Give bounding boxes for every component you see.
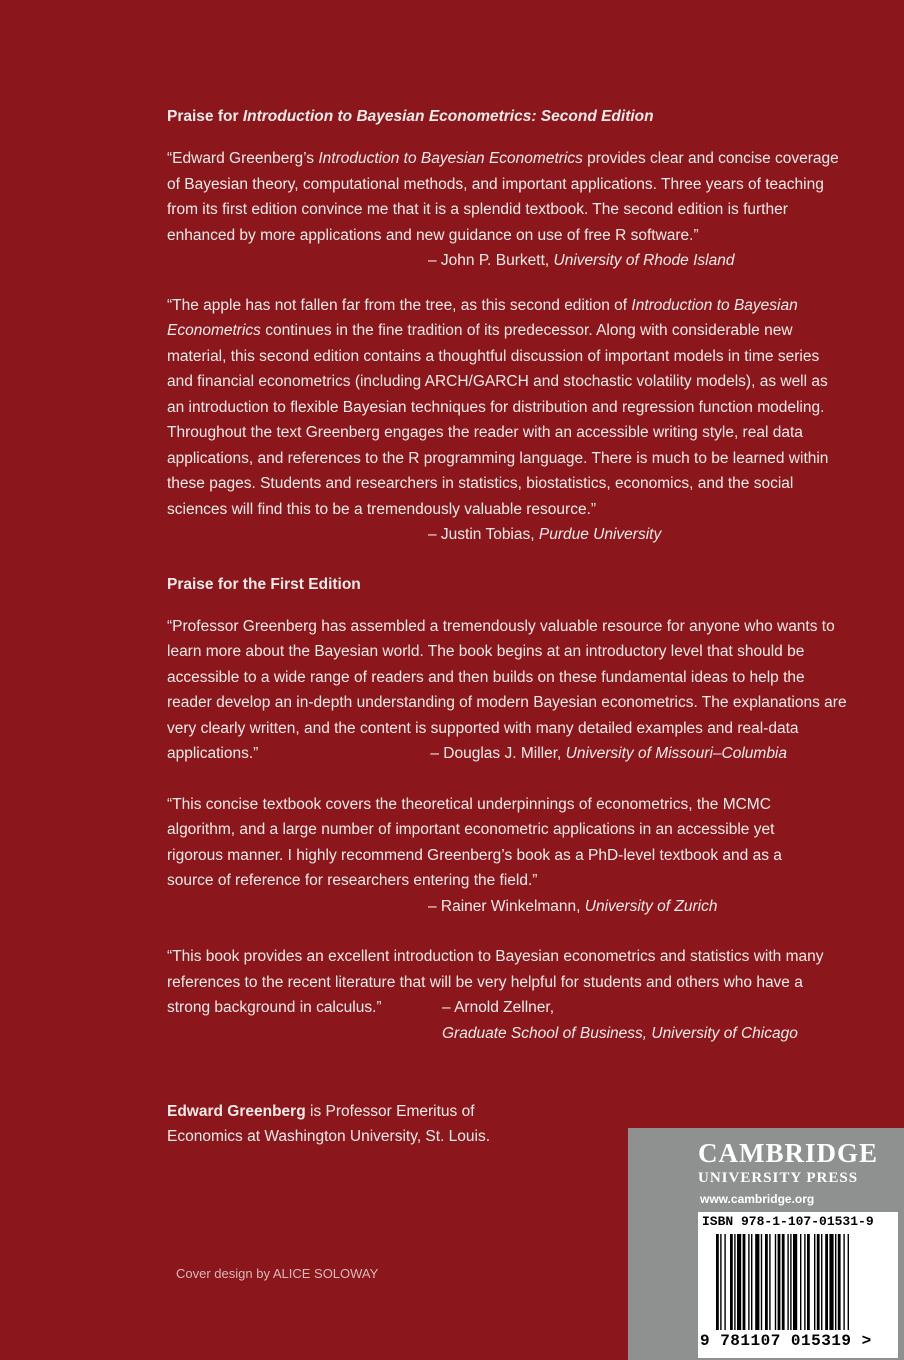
quote-attribution: – Rainer Winkelmann, University of Zurich: [428, 897, 718, 915]
quote-attribution: – Douglas J. Miller, University of Missouri–Columbia: [430, 745, 787, 762]
quote-winkelmann: [167, 792, 847, 920]
quote-tobias: [167, 293, 847, 548]
author-bio: Edward Greenberg is Professor Emeritus of Economics at Washington University, St. Louis.: [167, 1103, 491, 1145]
praise-content: [167, 104, 847, 1040]
section-heading-second-edition: Praise for Introduction to Bayesian Econometrics: Second Edition: [167, 108, 654, 125]
publisher-url: www.cambridge.org: [700, 1192, 815, 1206]
quote-attribution: – John P. Burkett, University of Rhode Island: [428, 252, 735, 269]
barcode-area: [698, 1212, 898, 1358]
quote-attribution: – Justin Tobias, Purdue University: [428, 526, 662, 543]
quote-text: “This concise textbook covers the theoretical underpinnings of econometrics, the MCMC algorithm, and a large number of important econometric applications in an accessible yet rigorous manner. I highly recommend Greenberg’s book as a PhD-level textbook and as a source of reference for researchers entering the field.”: [167, 795, 782, 889]
barcode-number: 9 781107 015319 >: [700, 1332, 872, 1350]
section-heading-first-edition: Praise for the First Edition: [167, 575, 361, 593]
quote-text: “Professor Greenberg has assembled a tremendously valuable resource for anyone who wants to learn more about the Bayesian world. The book begins at an introductory level that should be accessible to a wide range of readers and then builds on these fundamental ideas to help the reader develop an in-depth understanding of modern Bayesian econometrics. The explanations are very clearly written, and the content is supported with many detailed examples and real-data applications.” – Douglas J. Miller, University of Missouri–Columbia: [167, 614, 847, 767]
barcode-icon: [716, 1234, 892, 1330]
quote-burkett: [167, 146, 847, 274]
quote-text: “This book provides an excellent introduction to Bayesian econometrics and statistics with many references to the recent literature that will be very helpful for students and others who have a strong background in calculus.”: [167, 948, 824, 1016]
publisher-logo-sub: UNIVERSITY PRESS: [698, 1170, 859, 1186]
publisher-box: [628, 1128, 904, 1360]
quote-text: “The apple has not fallen far from the tree, as this second edition of Introduction to Bayesian Econometrics continues in the fine tradition of its predecessor. Along with considerable new material, this second edition contains a thoughtful discussion of important models in time series and financial econometrics (including ARCH/GARCH and stochastic volatility models), as well as an introduction to flexible Bayesian techniques for distribution and regression function modeling. Throughout the text Greenberg engages the reader with an accessible writing style, real data applications, and references to the R programming language. There is much to be learned within these pages. Students and researchers in statistics, biostatistics, economics, and the social sciences will find this to be a tremendously valuable resource.”: [167, 296, 829, 518]
quote-text: “Edward Greenberg’s Introduction to Bayesian Econometrics provides clear and concise coverage of Bayesian theory, computational methods, and important applications. Three years of teaching from its first edition convince me that it is a splendid textbook. The second edition is further enhanced by more applications and new guidance on use of free R software.”: [167, 150, 839, 244]
quote-zellner: [167, 944, 847, 1042]
quote-attribution: – Arnold Zellner, Graduate School of Business, University of Chicago: [442, 999, 798, 1042]
quote-miller: [167, 614, 847, 767]
publisher-logo-name: CAMBRIDGE: [698, 1138, 879, 1168]
isbn-number: ISBN 978-1-107-01531-9: [702, 1214, 874, 1229]
cover-design-credit: Cover design by ALICE SOLOWAY: [176, 1266, 379, 1281]
